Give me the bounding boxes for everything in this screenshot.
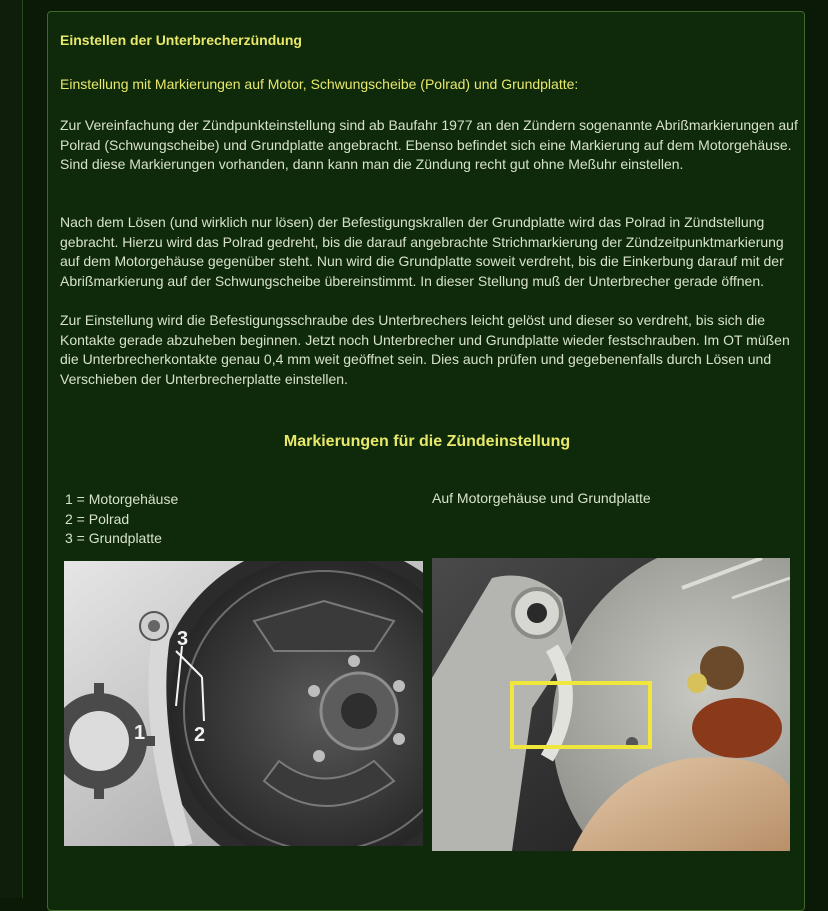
legend-item-3: 3 = Grundplatte (65, 530, 162, 546)
paragraph-2: Nach dem Lösen (und wirklich nur lösen) der Befestigungskrallen der Grundplatte wird das Polrad in Zündstellung gebracht. Hierzu wird das Polrad gedreht, bis die darauf angebrachte Strichmarkierung der Zündzeitpunktmarkierung auf dem Motorgehäuse gegenüber steht. Nun wird die Grundplatte soweit verdreht, bis die Einkerbung darauf mit der Abrißmarkierung auf der Schwungscheibe übereinstimmt. In dieser Stellung muß der Unterbrecher gerade öffnen. (60, 214, 784, 289)
figure-title: Markierungen für die Zündeinstellung (283, 433, 571, 450)
photo-label-2: 2 (194, 724, 206, 746)
housing-photo (432, 558, 790, 851)
content-panel (47, 11, 805, 911)
section-subtitle: Einstellung mit Markierungen auf Motor, Schwungscheibe (Polrad) und Grundplatte: (60, 76, 579, 92)
photo-label-1: 1 (134, 722, 146, 744)
section-title: Einstellen der Unterbrecherzündung (60, 32, 302, 48)
legend-item-2: 2 = Polrad (65, 510, 130, 527)
paragraph-1: Zur Vereinfachung der Zündpunkteinstellung sind ab Baufahr 1977 an den Zündern sogenannte Abrißmarkierungen auf Polrad (Schwungscheibe) und Grundplatte angebracht. Ebenso befindet sich eine Markierung auf dem Motorgehäuse. Sind diese Markierungen vorhanden, dann kann man die Zündung recht gut ohne Meßuhr einstellen. (60, 117, 798, 172)
left-rail (0, 0, 23, 898)
paragraph-3: Zur Einstellung wird die Befestigungsschraube des Unterbrechers leicht gelöst und dieser so verdreht, bis sich die Kontakte gerade abzuheben beginnen. Jetzt noch Unterbrecher und Grundplatte wieder festschrauben. Im OT müßen die Unterbrecherkontakte genau 0,4 mm weit geöffnet sein. Dies auch prüfen und gegebenenfalls durch Lösen und Verschieben der Unterbrecherplatte einstellen. (60, 312, 790, 387)
flywheel-photo (64, 561, 423, 846)
legend-list (65, 490, 178, 549)
photo-label-3: 3 (177, 628, 189, 650)
right-photo-caption: Auf Motorgehäuse und Grundplatte (432, 490, 651, 506)
flywheel-illustration (64, 561, 423, 846)
housing-illustration (432, 558, 790, 851)
legend-item-1: 1 = Motorgehäuse (65, 491, 179, 507)
